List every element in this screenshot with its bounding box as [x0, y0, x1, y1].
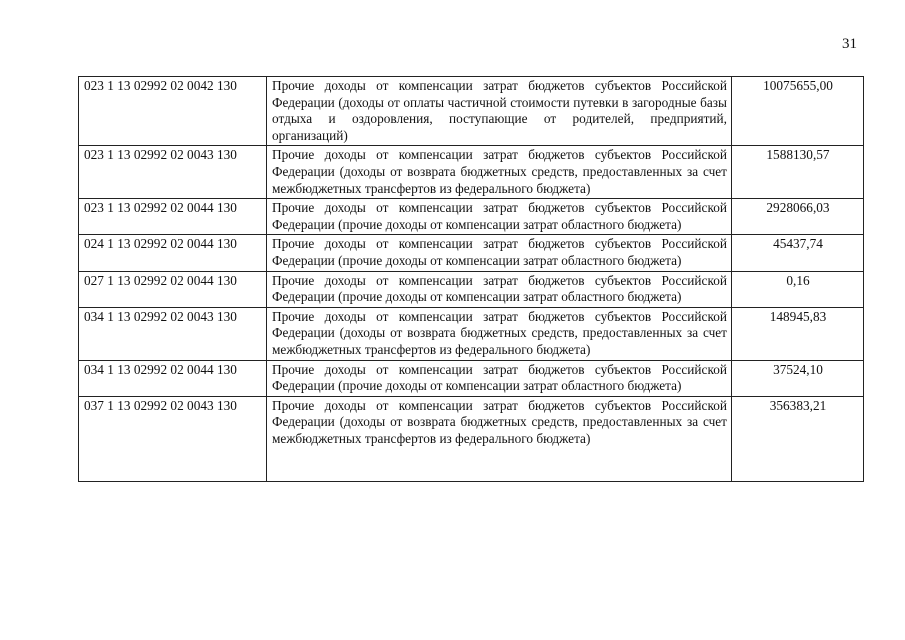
description-cell: Прочие доходы от компенсации затрат бюджетов субъектов Российской Федерации (доходы от возврата бюджетных средств, предоставленных за счет межбюджетных трансфертов из федерального бюджета) — [267, 146, 732, 199]
table-row — [79, 271, 864, 307]
budget-code-cell: 024 1 13 02992 02 0044 130 — [79, 235, 267, 271]
budget-code-cell: 027 1 13 02992 02 0044 130 — [79, 271, 267, 307]
page-number: 31 — [842, 36, 857, 52]
description-cell: Прочие доходы от компенсации затрат бюджетов субъектов Российской Федерации (прочие доходы от компенсации затрат областного бюджета) — [267, 360, 732, 396]
table-row — [79, 396, 864, 481]
table-row — [79, 146, 864, 199]
amount-cell: 0,16 — [732, 271, 864, 307]
table-row — [79, 199, 864, 235]
amount-cell: 148945,83 — [732, 307, 864, 360]
budget-code-cell: 023 1 13 02992 02 0044 130 — [79, 199, 267, 235]
description-cell: Прочие доходы от компенсации затрат бюджетов субъектов Российской Федерации (прочие доходы от компенсации затрат областного бюджета) — [267, 271, 732, 307]
budget-code-cell: 023 1 13 02992 02 0042 130 — [79, 77, 267, 146]
amount-cell: 1588130,57 — [732, 146, 864, 199]
revenue-table — [78, 76, 864, 482]
description-cell: Прочие доходы от компенсации затрат бюджетов субъектов Российской Федерации (прочие доходы от компенсации затрат областного бюджета) — [267, 199, 732, 235]
table-row — [79, 235, 864, 271]
description-cell: Прочие доходы от компенсации затрат бюджетов субъектов Российской Федерации (доходы от возврата бюджетных средств, предоставленных за счет межбюджетных трансфертов из федерального бюджета) — [267, 396, 732, 481]
amount-cell: 356383,21 — [732, 396, 864, 481]
table-row — [79, 307, 864, 360]
description-cell: Прочие доходы от компенсации затрат бюджетов субъектов Российской Федерации (доходы от возврата бюджетных средств, предоставленных за счет межбюджетных трансфертов из федерального бюджета) — [267, 307, 732, 360]
amount-cell: 37524,10 — [732, 360, 864, 396]
budget-code-cell: 023 1 13 02992 02 0043 130 — [79, 146, 267, 199]
description-cell: Прочие доходы от компенсации затрат бюджетов субъектов Российской Федерации (прочие доходы от компенсации затрат областного бюджета) — [267, 235, 732, 271]
table-row — [79, 77, 864, 146]
amount-cell: 2928066,03 — [732, 199, 864, 235]
budget-code-cell: 037 1 13 02992 02 0043 130 — [79, 396, 267, 481]
table-row — [79, 360, 864, 396]
description-cell: Прочие доходы от компенсации затрат бюджетов субъектов Российской Федерации (доходы от оплаты частичной стоимости путевки в загородные базы отдыха и оздоровления, поступающие от родителей, предприятий, организаций) — [267, 77, 732, 146]
budget-code-cell: 034 1 13 02992 02 0044 130 — [79, 360, 267, 396]
amount-cell: 45437,74 — [732, 235, 864, 271]
amount-cell: 10075655,00 — [732, 77, 864, 146]
budget-code-cell: 034 1 13 02992 02 0043 130 — [79, 307, 267, 360]
